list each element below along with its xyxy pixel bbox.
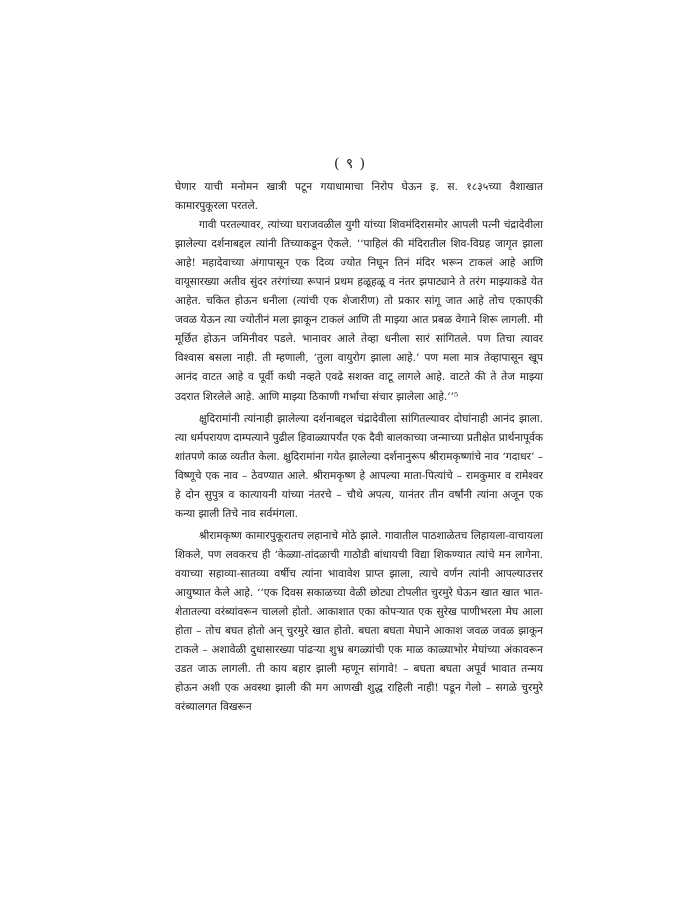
- paragraph-birth-naming: क्षुदिरामांनी त्यांनाही झालेल्या दर्शनाबद्दल चंद्रादेवीला सांगितल्यावर दोघांनाही आनंद झाला. त्या धर्मपरायण दाम्पत्याने पुढील हिवाळ्यापर्यंत एक दैवी बालकाच्या जन्माच्या प्रतीक्षेत प्रार्थनापूर्वक शांतपणे काळ व्यतीत केला. क्षुदिरामांना गयेत झालेल्या दर्शनानुरूप श्रीरामकृष्णांचे नाव ‘गदाधर’ – विष्णूचे एक नाव – ठेवण्यात आले. श्रीरामकृष्ण हे आपल्या माता-पित्यांचे – रामकुमार व रामेश्वर हे दोन सुपुत्र व कात्यायनी यांच्या नंतरचे – चौथे अपत्य, यानंतर तीन वर्षांनी त्यांना अजून एक कन्या झाली तिचे नाव सर्वमंगला.: [175, 412, 543, 520]
- page-number: ( ९ ): [333, 156, 367, 172]
- body-text: [175, 178, 543, 717]
- paragraph-childhood: श्रीरामकृष्ण कामारपुकूरातच लहानाचे मोठे झाले. गावातील पाठशाळेतच लिहायला-वाचायला शिकले, पण लवकरच ही ‘केळ्या-तांदळाची गाठोडी बांधायची विद्या शिकण्यात त्यांचे मन लागेना. वयाच्या सहाव्या-सातव्या वर्षीच त्यांना भावावेश प्राप्त झाला, त्याचे वर्णन त्यांनी आपल्याउत्तर आयुष्यात केले आहे. ‘‘एक दिवस सकाळच्या वेळी छोट्या टोपलीत चुरमुरे घेऊन खात खात भात-शेतातल्या वरंब्यांवरून चाललो होतो. आकाशात एका कोपऱ्यात एक सुरेख पाणीभरला मेघ आला होता – तोच बघत होतो अन् चुरमुरे खात होतो. बघता बघता मेघाने आकाश जवळ जवळ झाकून टाकले – अशावेळी दुधासारख्या पांढऱ्या शुभ्र बगळ्यांची एक माळ काळ्याभोर मेघांच्या अंकावरून उडत जाऊ लागली. ती काय बहार झाली म्हणून सांगावे! – बघता बघता अपूर्व भावात तन्मय होऊन अशी एक अवस्था झाली की मग आणखी शुद्ध राहिली नाही! पडून गेलो – सगळे चुरमुरे वरंब्यालगत विखरून: [175, 529, 543, 714]
- paragraph-continuation: घेणार याची मनोमन खात्री पटून गयाधामाचा निरोप घेऊन इ. स. १८३५च्या वैशाखात कामारपुकूरला परतले.: [175, 181, 543, 213]
- paragraph-chandradevi-vision: गावी परतल्यावर, त्यांच्या घराजवळील युगी यांच्या शिवमंदिरासमोर आपली पत्नी चंद्रादेवीला झालेल्या दर्शनाबद्दल त्यांनी तिच्याकडून ऐकले. ‘‘पाहिलं की मंदिरातील शिव-विग्रह जागृत झाला आहे! महादेवाच्या अंगापासून एक दिव्य ज्योत निघून तिनं मंदिर भरून टाकलं आहे आणि वायूसारख्या अतीव सुंदर तरंगांच्या रूपानं प्रथम हळूहळू व नंतर झपाट्याने ते तरंग माझ्याकडे येत आहेत. चकित होऊन धनीला (त्यांची एक शेजारीण) तो प्रकार सांगू जात आहे तोच एकाएकी जवळ येऊन त्या ज्योतीनं मला झाकून टाकलं आणि ती माझ्या आत प्रबळ वेगाने शिरू लागली. मी मूर्छित होऊन जमिनीवर पडले. भानावर आले तेव्हा धनीला सारं सांगितले. पण तिचा त्यावर विश्वास बसला नाही. ती म्हणाली, ‘तुला वायुरोग झाला आहे.’ पण मला मात्र तेव्हापासून खूप आनंद वाटत आहे व पूर्वी कधी नव्हते एवढे सशक्त वाटू लागले आहे. वाटते की ते तेज माझ्या उदरात शिरलेले आहे. आणि माझ्या ठिकाणी गर्भाचा संचार झालेला आहे.’’⁵: [175, 219, 543, 403]
